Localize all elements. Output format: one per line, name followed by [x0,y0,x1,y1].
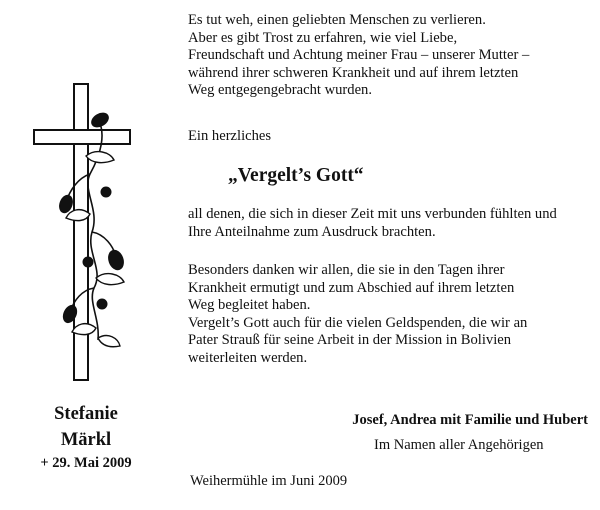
place-date-line: Weihermühle im Juni 2009 [190,473,348,489]
thanks-lead-text: Ein herzliches [188,128,272,144]
cross-with-roses-illustration [30,82,135,382]
family-signature: Josef, Andrea mit Familie und Hubert [352,412,588,428]
cross-vertical-beam [74,84,88,380]
special-thanks-paragraph: Besonders danken wir allen, die sie in den Tagen ihrer Krankheit ermutigt und zum Abschied auf ihrem letzten Weg begleitet haben. Vergelt’s Gott auch für die vielen Geldspenden, die wir an Pater Strauß für seine Arbeit in der Mission in Bolivien weiterleiten werden. [188,262,528,366]
thanks-paragraph: all denen, die sich in dieser Zeit mit uns verbunden fühlten und Ihre Anteilnahme zum Ausdruck brachten. [188,206,557,240]
deceased-first-name: Stefanie [54,404,118,424]
headline: „Vergelt’s Gott“ [228,165,364,186]
cross-horizontal-beam [34,130,130,144]
death-date: + 29. Mai 2009 [40,455,132,471]
on-behalf-line: Im Namen aller Angehörigen [374,437,544,453]
deceased-last-name: Märkl [60,430,112,450]
intro-paragraph: Es tut weh, einen geliebten Menschen zu verlieren. Aber es gibt Trost zu erfahren, wie viel Liebe, Freundschaft und Achtung meiner Frau – unserer Mutter – während ihrer schweren Krankheit und auf ihrem letzten Weg entgegengebracht wurden. [188,12,530,99]
